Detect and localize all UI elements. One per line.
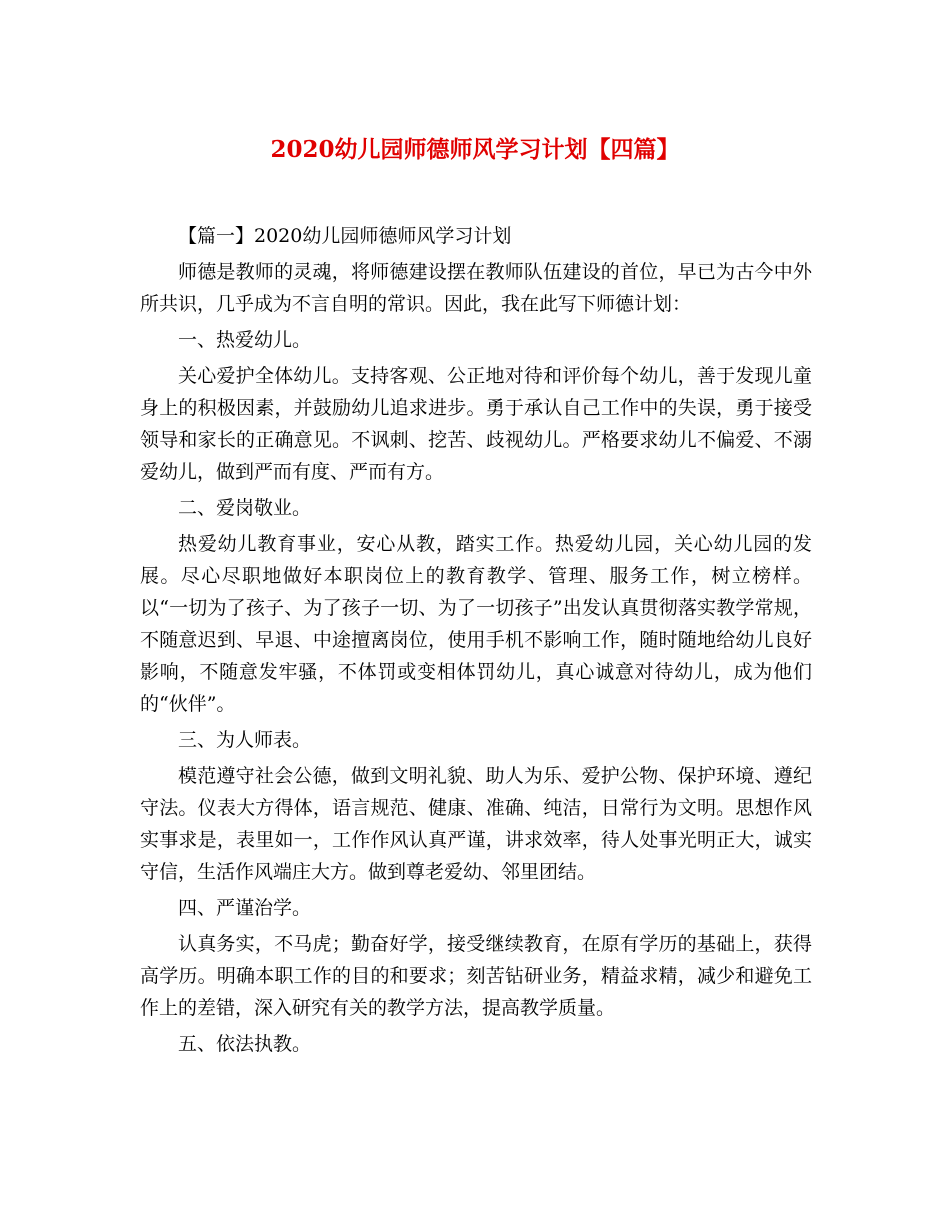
intro-paragraph: 师德是教师的灵魂，将师德建设摆在教师队伍建设的首位，早已为古今中外所共识，几乎成为不言自明的常识。因此，我在此写下师德计划： — [140, 261, 812, 315]
heading-love-children: 一、热爱幼儿。 — [178, 329, 312, 351]
section-heading-part-one: 【篇一】2020幼儿园师德师风学习计划 — [178, 225, 512, 247]
paragraph-role-model: 模范遵守社会公德，做到文明礼貌、助人为乐、爱护公物、保护环境、遵纪守法。仪表大方得体，语言规范、健康、准确、纯洁，日常行为文明。思想作风实事求是，表里如一，工作作风认真严谨，讲求效率，待人处事光明正大，诚实守信，生活作风端庄大方。做到尊老爱幼、邻里团结。 — [140, 765, 812, 883]
heading-role-model: 三、为人师表。 — [178, 729, 312, 751]
heading-teach-by-law: 五、依法执教。 — [178, 1033, 312, 1055]
document-body — [140, 220, 812, 1064]
paragraph-rigorous-study: 认真务实，不马虎；勤奋好学，接受继续教育，在原有学历的基础上，获得高学历。明确本职工作的目的和要求；刻苦钻研业务，精益求精，减少和避免工作上的差错，深入研究有关的教学方法，提高教学质量。 — [140, 933, 812, 1019]
heading-rigorous-study: 四、严谨治学。 — [178, 897, 312, 919]
heading-dedication: 二、爱岗敬业。 — [178, 497, 312, 519]
paragraph-love-children: 关心爱护全体幼儿。支持客观、公正地对待和评价每个幼儿，善于发现儿童身上的积极因素，并鼓励幼儿追求进步。勇于承认自己工作中的失误，勇于接受领导和家长的正确意见。不讽刺、挖苦、歧视幼儿。严格要求幼儿不偏爱、不溺爱幼儿，做到严而有度、严而有方。 — [140, 365, 812, 483]
paragraph-dedication: 热爱幼儿教育事业，安心从教，踏实工作。热爱幼儿园，关心幼儿园的发展。尽心尽职地做好本职岗位上的教育教学、管理、服务工作，树立榜样。以“一切为了孩子、为了孩子一切、为了一切孩子”出发认真贯彻落实教学常规，不随意迟到、早退、中途擅离岗位，使用手机不影响工作，随时随地给幼儿良好影响，不随意发牢骚，不体罚或变相体罚幼儿，真心诚意对待幼儿，成为他们的“伙伴”。 — [140, 533, 812, 715]
document-title: 2020幼儿园师德师风学习计划【四篇】 — [270, 136, 680, 163]
